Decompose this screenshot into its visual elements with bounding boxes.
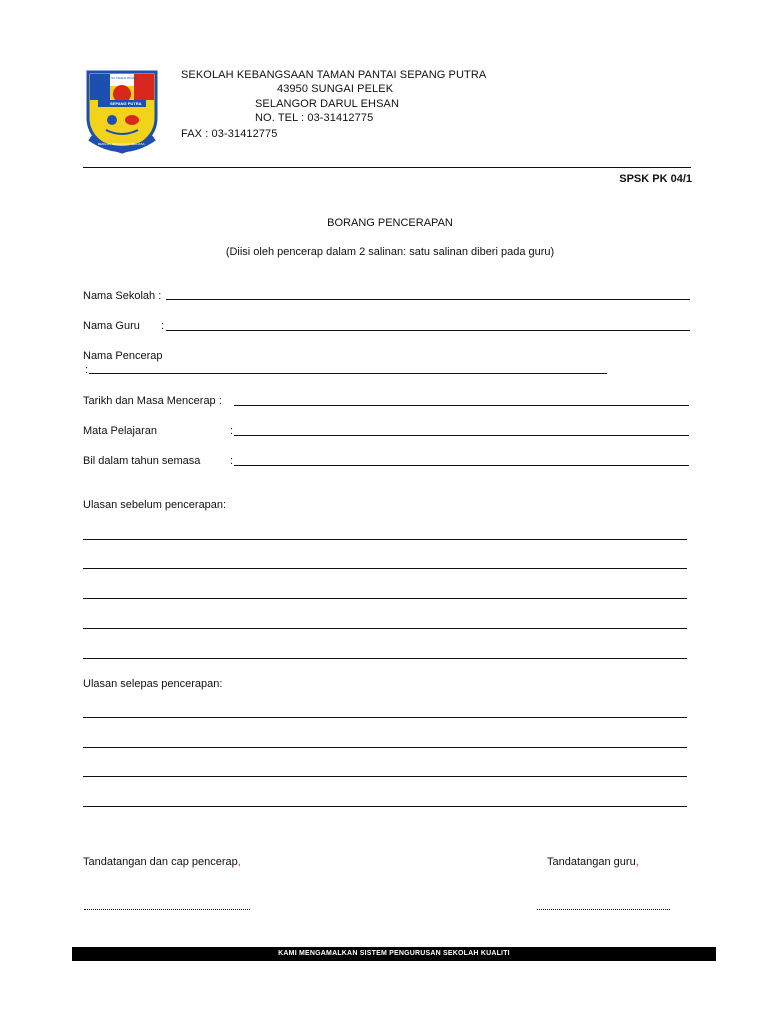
signature-teacher-text: Tandatangan guru	[547, 856, 636, 868]
before-line-5[interactable]	[83, 658, 687, 659]
signature-observer-label	[83, 856, 241, 868]
signature-teacher-line[interactable]	[537, 909, 670, 910]
section-before-label: Ulasan sebelum pencerapan:	[83, 499, 227, 511]
form-subtitle: (Diisi oleh pencerap dalam 2 salinan: satu salinan diberi pada guru)	[225, 246, 555, 258]
footer-bar: KAMI MENGAMALKAN SISTEM PENGURUSAN SEKOLAH KUALITI	[72, 947, 716, 961]
field-input-teacher[interactable]	[166, 330, 690, 331]
logo-motto-text: BERILMU BERAKHLAK BERJASA	[98, 142, 145, 146]
school-name: SEKOLAH KEBANGSAAN TAMAN PANTAI SEPANG PUTRA	[181, 69, 487, 81]
field-colon-teacher: :	[161, 320, 165, 332]
section-after-label: Ulasan selepas pencerapan:	[83, 678, 223, 690]
logo-banner-text: SEPANG PUTRA	[110, 101, 142, 106]
after-line-4[interactable]	[83, 806, 687, 807]
school-state: SELANGOR DARUL EHSAN	[255, 98, 400, 110]
before-line-3[interactable]	[83, 598, 687, 599]
field-colon-subject: :	[230, 425, 234, 437]
field-label-school: Nama Sekolah :	[83, 290, 162, 302]
field-label-datetime: Tarikh dan Masa Mencerap :	[83, 395, 222, 407]
school-tel: NO. TEL : 03-31412775	[255, 112, 374, 124]
signature-teacher-comma: ,	[635, 856, 639, 868]
school-postcode: 43950 SUNGAI PELEK	[277, 83, 394, 95]
document-code: SPSK PK 04/1	[619, 173, 692, 185]
before-line-4[interactable]	[83, 628, 687, 629]
form-title: BORANG PENCERAPAN	[327, 217, 453, 229]
field-input-subject[interactable]	[234, 435, 689, 436]
field-label-count: Bil dalam tahun semasa	[83, 455, 201, 467]
field-input-count[interactable]	[234, 465, 689, 466]
field-label-subject: Mata Pelajaran	[83, 425, 157, 437]
signature-observer-text: Tandatangan dan cap pencerap	[83, 856, 238, 868]
after-line-3[interactable]	[83, 776, 687, 777]
before-line-1[interactable]	[83, 539, 687, 540]
school-fax: FAX : 03-31412775	[181, 128, 278, 140]
field-colon-count: :	[230, 455, 234, 467]
signature-observer-line[interactable]	[84, 909, 250, 910]
before-line-2[interactable]	[83, 568, 687, 569]
field-input-datetime[interactable]	[234, 405, 689, 406]
after-line-1[interactable]	[83, 717, 687, 718]
school-logo	[84, 68, 160, 156]
after-line-2[interactable]	[83, 747, 687, 748]
field-input-observer[interactable]	[89, 373, 607, 374]
field-colon-observer: :	[85, 364, 89, 376]
field-label-teacher: Nama Guru	[83, 320, 140, 332]
signature-observer-comma: ,	[237, 856, 241, 868]
logo-top-text: SK TAMAN PANTAI	[111, 76, 138, 80]
field-label-observer: Nama Pencerap	[83, 350, 163, 362]
field-input-school[interactable]	[166, 299, 690, 300]
header-divider	[83, 167, 691, 168]
signature-teacher-label	[547, 856, 639, 868]
